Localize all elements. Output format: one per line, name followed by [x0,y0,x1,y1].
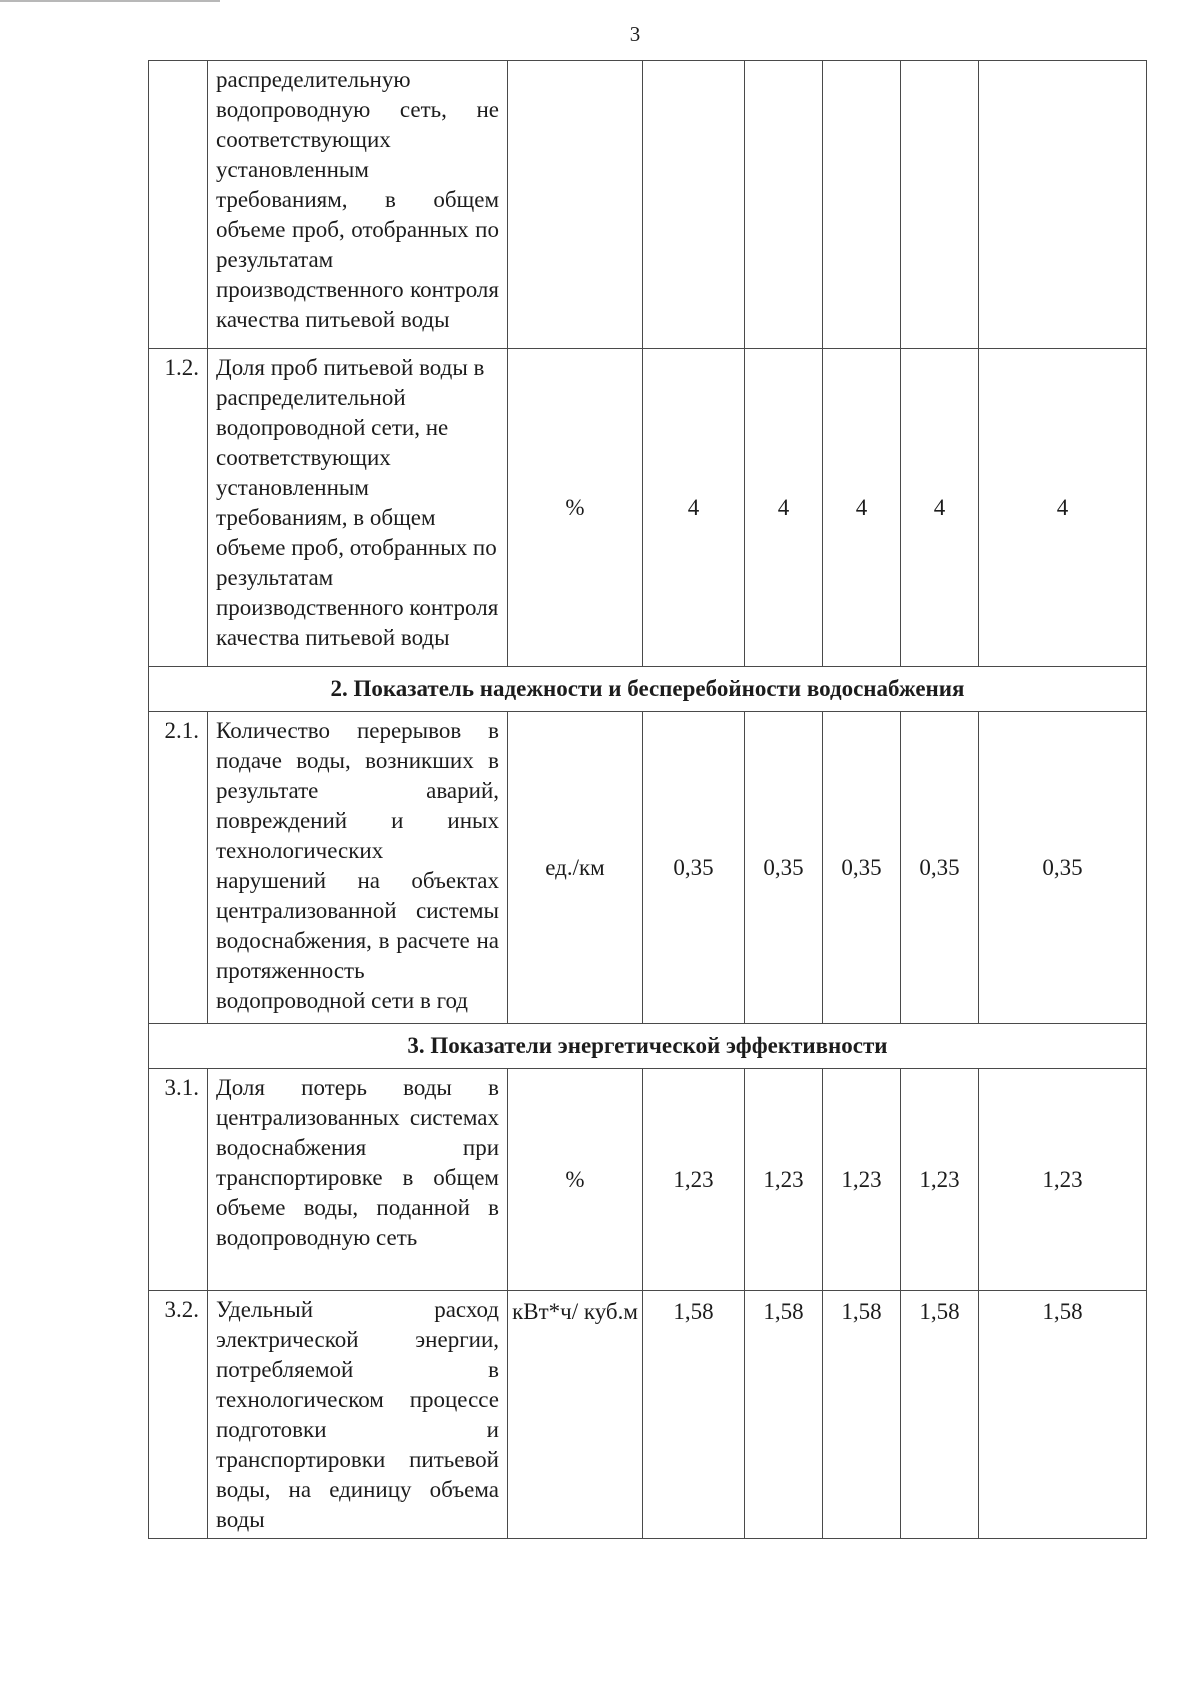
row-value [823,61,901,349]
row-value: 1,58 [901,1291,979,1539]
row-unit: % [508,349,643,667]
row-value: 0,35 [901,712,979,1024]
row-unit [508,61,643,349]
section-header-row [149,667,1147,712]
row-description: Количество перерывов в подаче воды, возникших в результате аварий, повреждений и иных технологических нарушений на объектах централизованной системы водоснабжения, в расчете на протяженность водопроводной сети в год [208,712,508,1024]
row-value [979,61,1147,349]
row-value: 1,58 [643,1291,745,1539]
row-description: Доля проб питьевой воды в распределительной водопроводной сети, не соответствующих установленным требованиям, в общем объеме проб, отобранных по результатам производственного контроля качества питьевой воды [208,349,508,667]
row-unit: кВт*ч/ куб.м [508,1291,643,1539]
row-value: 4 [643,349,745,667]
row-description: распределительную водопроводную сеть, не соответствующих установленным требованиям, в общем объеме проб, отобранных по результатам производственного контроля качества питьевой воды [208,61,508,349]
row-value: 0,35 [745,712,823,1024]
row-value: 1,58 [979,1291,1147,1539]
row-value: 4 [979,349,1147,667]
row-value [643,61,745,349]
row-value: 0,35 [823,712,901,1024]
row-number [149,61,208,349]
row-value: 1,58 [823,1291,901,1539]
row-value [901,61,979,349]
row-value [745,61,823,349]
row-unit: % [508,1069,643,1291]
indicators-table [148,60,1147,1539]
row-value: 0,35 [643,712,745,1024]
row-number: 3.2. [149,1291,208,1539]
section-2-title: 2. Показатель надежности и бесперебойности водоснабжения [149,667,1147,712]
row-value: 0,35 [979,712,1147,1024]
table-row [149,712,1147,1024]
row-number: 2.1. [149,712,208,1024]
section-header-row [149,1024,1147,1069]
table-row [149,61,1147,349]
row-value: 1,23 [643,1069,745,1291]
table-row [149,1291,1147,1539]
row-description: Удельный расход электрической энергии, потребляемой в технологическом процессе подготовки и транспортировки питьевой воды, на единицу объема воды [208,1291,508,1539]
row-value: 1,23 [823,1069,901,1291]
row-value: 1,58 [745,1291,823,1539]
row-description: Доля потерь воды в централизованных системах водоснабжения при транспортировке в общем объеме воды, поданной в водопроводную сеть [208,1069,508,1291]
row-number: 3.1. [149,1069,208,1291]
page-number: 3 [629,22,641,46]
row-value: 4 [823,349,901,667]
section-3-title: 3. Показатели энергетической эффективности [149,1024,1147,1069]
table-row [149,349,1147,667]
row-unit: ед./км [508,712,643,1024]
row-value: 4 [901,349,979,667]
row-number: 1.2. [149,349,208,667]
row-value: 1,23 [979,1069,1147,1291]
row-value: 1,23 [901,1069,979,1291]
scan-edge-mark [0,0,220,2]
row-value: 1,23 [745,1069,823,1291]
table-row [149,1069,1147,1291]
row-value: 4 [745,349,823,667]
